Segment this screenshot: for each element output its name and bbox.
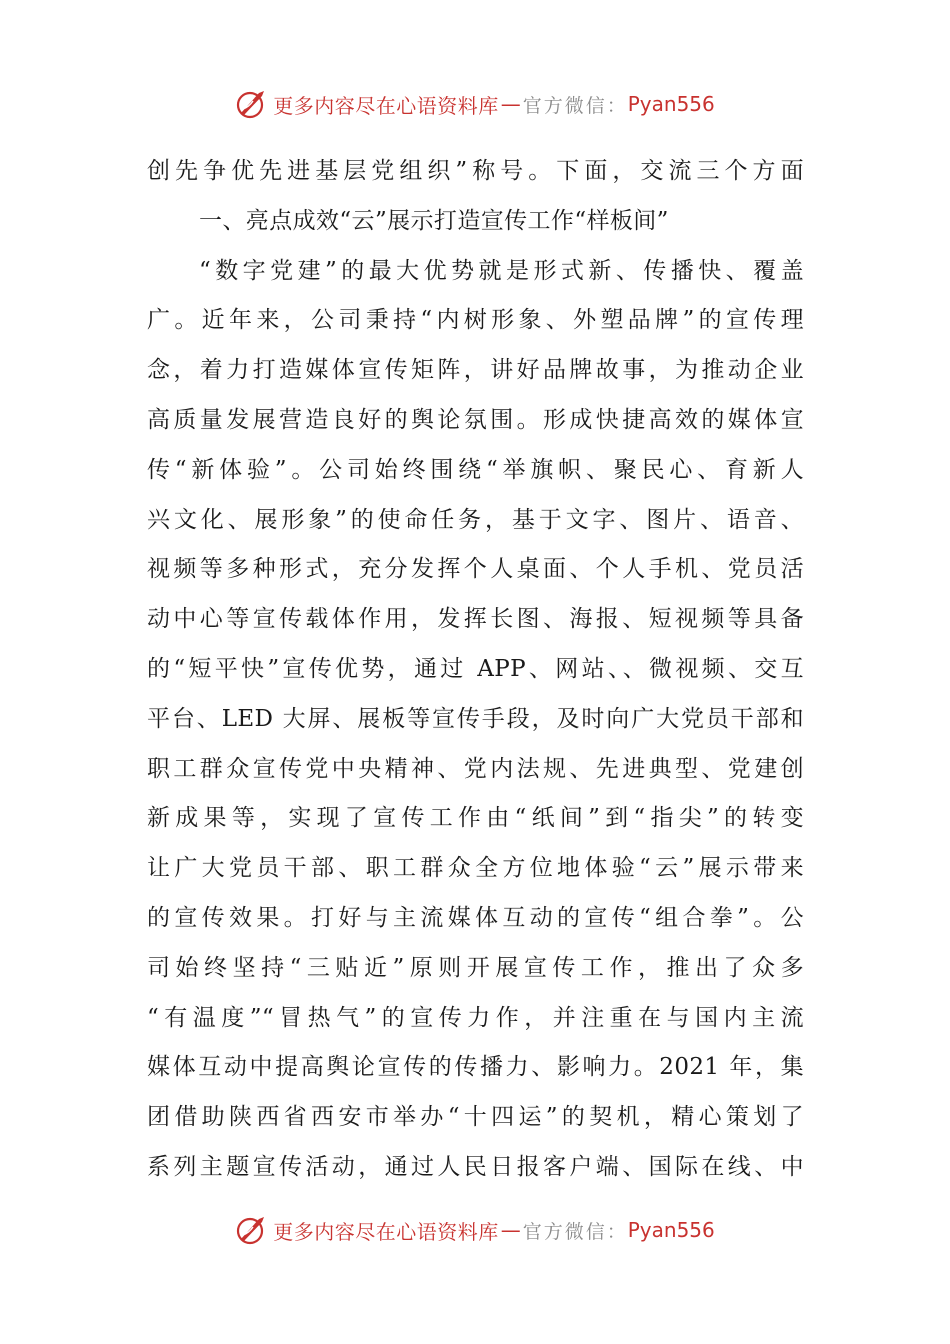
text-line: “数字党建”的最大优势就是形式新、传播快、覆盖 — [199, 257, 804, 284]
text-line: 系列主题宣传活动，通过人民日报客户端、国际在线、中 — [147, 1153, 804, 1180]
section-heading: 一、亮点成效“云”展示打造宣传工作“样板间” — [199, 207, 669, 234]
banner-dash: — — [500, 1218, 521, 1242]
text-line: 让广大党员干部、职工群众全方位地体验“云”展示带来 — [147, 855, 804, 882]
text-line: 团借助陕西省西安市举办“十四运”的契机，精心策划了 — [147, 1104, 804, 1131]
banner-label: 官方微信： — [522, 94, 628, 117]
text-line: 的宣传效果。打好与主流媒体互动的宣传“组合拳”。公 — [147, 904, 804, 931]
text-line: 传“新体验”。公司始终围绕“举旗帜、聚民心、育新人 — [147, 456, 804, 483]
text-line: 动中心等宣传载体作用，发挥长图、海报、短视频等具备 — [147, 606, 804, 633]
text-line: 兴文化、展形象”的使命任务，基于文字、图片、语音、 — [147, 506, 804, 533]
text-line: 媒体互动中提高舆论宣传的传播力、影响力。2021 年，集 — [147, 1054, 804, 1081]
text-line: 念，着力打造媒体宣传矩阵，讲好品牌故事，为推动企业 — [147, 357, 804, 384]
banner-brand: 更多内容尽在心语资料库 — [273, 1219, 499, 1244]
banner-label: 官方微信： — [522, 1220, 628, 1243]
text-line: “有温度”“冒热气”的宣传力作，并注重在与国内主流 — [147, 1004, 804, 1031]
text-line: 视频等多种形式，充分发挥个人桌面、个人手机、党员活 — [147, 556, 804, 583]
text-line: 职工群众宣传党中央精神、党内法规、先进典型、党建创 — [147, 755, 804, 782]
text-line: 新成果等，实现了宣传工作由“纸间”到“指尖”的转变 — [147, 805, 804, 832]
text-line: 创先争优先进基层党组织”称号。下面，交流三个方面 — [147, 158, 804, 184]
banner-account: Pyan556 — [627, 1218, 715, 1242]
pen-logo-icon — [235, 1213, 269, 1247]
banner-dash: — — [500, 92, 521, 116]
text-line: 广。近年来，公司秉持“内树形象、外塑品牌”的宣传理 — [147, 307, 804, 334]
watermark-banner-top — [0, 84, 950, 124]
watermark-banner-bottom — [0, 1210, 950, 1250]
text-line: 高质量发展营造良好的舆论氛围。形成快捷高效的媒体宣 — [147, 406, 804, 433]
text-line: 平台、LED 大屏、展板等宣传手段，及时向广大党员干部和 — [147, 705, 804, 732]
pen-logo-icon — [235, 87, 269, 121]
document-body — [147, 147, 804, 1193]
text-line: 司始终坚持“三贴近”原则开展宣传工作，推出了众多 — [147, 954, 804, 981]
banner-account: Pyan556 — [627, 92, 715, 116]
text-line: 的“短平快”宣传优势，通过 APP、网站、、微视频、交互 — [147, 655, 804, 682]
banner-brand: 更多内容尽在心语资料库 — [273, 93, 499, 118]
